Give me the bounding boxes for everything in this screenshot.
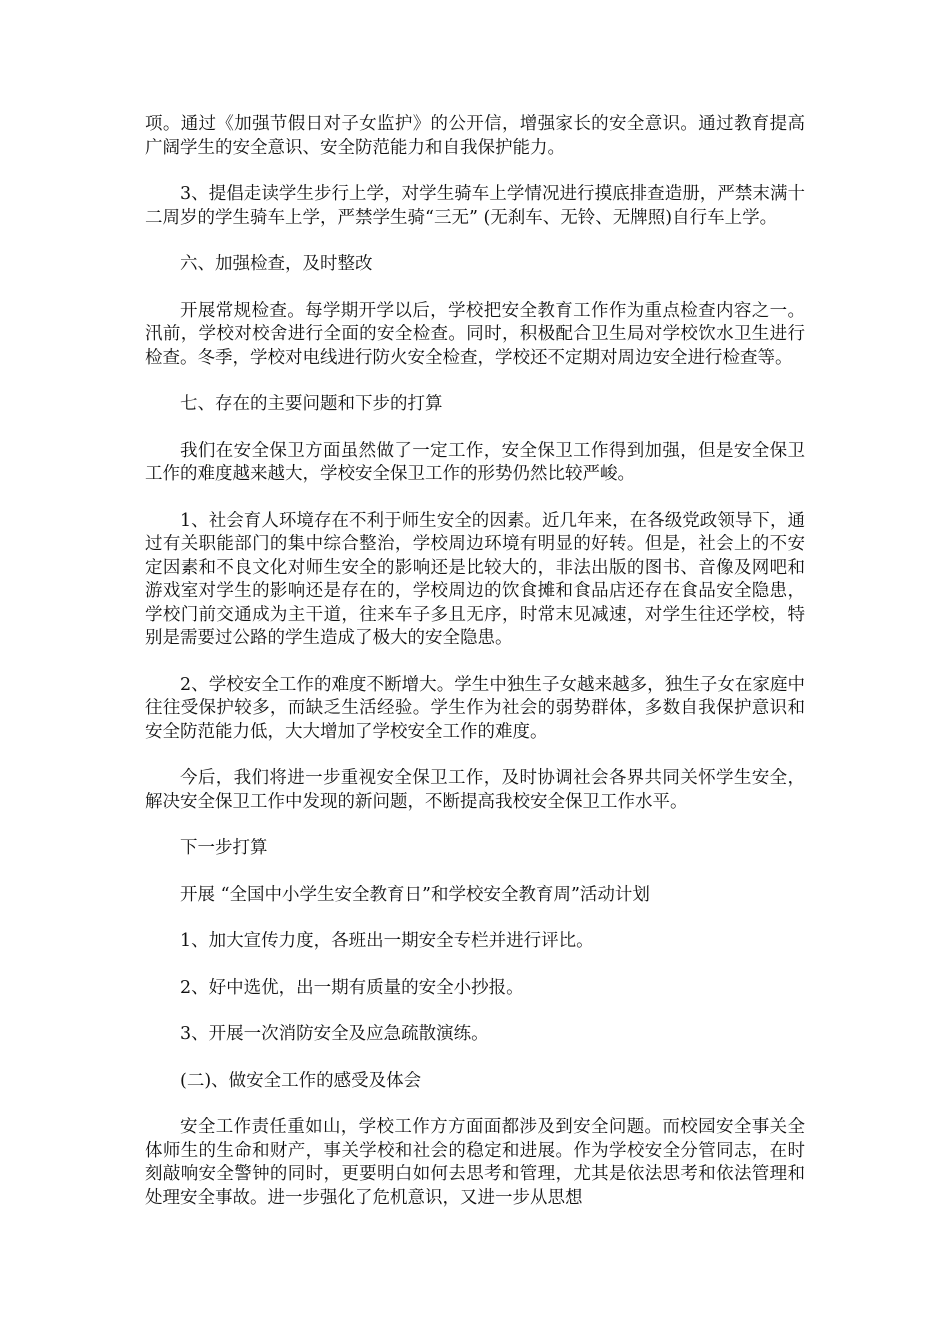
section-heading-6: 六、加强检查，及时整改 <box>180 254 373 274</box>
section-heading-2: (二)、做安全工作的感受及体会 <box>180 1070 422 1091</box>
paragraph-security-overview: 我们在安全保卫方面虽然做了一定工作，安全保卫工作得到加强，但是安全保卫工作的难度越来越大，学校安全保卫工作的形势仍然比较严峻。 <box>145 440 805 484</box>
paragraph-routine-inspection: 开展常规检查。每学期开学以后，学校把安全教育工作作为重点检查内容之一。汛前，学校对校舍进行全面的安全检查。同时，积极配合卫生局对学校饮水卫生进行检查。冬季，学校对电线进行防火安全检查，学校还不定期对周边安全进行检查等。 <box>145 300 805 368</box>
paragraph-reflection: 安全工作责任重如山，学校工作方方面面都涉及到安全问题。而校园安全事关全体师生的生命和财产，事关学校和社会的稳定和进展。作为学校安全分管同志，在时刻敲响安全警钟的同时，更要明白如何去思考和管理，尤其是依法思考和依法管理和处理安全事故。进一步强化了危机意识，又进一步从思想 <box>145 1117 805 1208</box>
heading-next-steps: 下一步打算 <box>180 838 268 858</box>
list-item-3: 3、开展一次消防安全及应急疏散演练。 <box>180 1024 489 1044</box>
paragraph-future-plan: 今后，我们将进一步重视安全保卫工作，及时协调社会各界共同关怀学生安全，解决安全保卫工作中发现的新问题，不断提高我校安全保卫工作水平。 <box>145 768 805 812</box>
paragraph-continuation: 项。通过《加强节假日对子女监护》的公开信，增强家长的安全意识。通过教育提高广阔学生的安全意识、安全防范能力和自我保护能力。 <box>145 114 805 158</box>
paragraph-item-1-environment: 1、社会育人环境存在不利于师生安全的因素。近几年来，在各级党政领导下，通过有关职能部门的集中综合整治，学校周边环境有明显的好转。但是，社会上的不安定因素和不良文化对师生安全的影响还是比较大的，非法出版的图书、音像及网吧和游戏室对学生的影响还是存在的，学校周边的饮食摊和食品店还存在食品安全隐患，学校门前交通成为主干道，往来车子多且无序，时常末见减速，对学生往还学校，特别是需要过公路的学生造成了极大的安全隐患。 <box>145 510 805 648</box>
list-item-2: 2、好中选优，出一期有质量的安全小抄报。 <box>180 977 524 998</box>
paragraph-activity-plan: 开展 “全国中小学生安全教育日”和学校安全教育周”活动计划 <box>180 884 650 905</box>
paragraph-item-2-difficulty: 2、学校安全工作的难度不断增大。学生中独生子女越来越多，独生子女在家庭中往往受保护较多，而缺乏生活经验。学生作为社会的弱势群体，多数自我保护意识和安全防范能力低，大大增加了学校安全工作的难度。 <box>145 674 805 742</box>
paragraph-item-3-walking: 3、提倡走读学生步行上学，对学生骑车上学情况进行摸底排查造册，严禁末满十二周岁的学生骑车上学，严禁学生骑“三无” (无刹车、无铃、无牌照)自行车上学。 <box>145 184 805 228</box>
document-body <box>145 113 805 1233</box>
list-item-1: 1、加大宣传力度，各班出一期安全专栏并进行评比。 <box>180 931 594 951</box>
section-heading-7: 七、存在的主要问题和下步的打算 <box>180 394 443 414</box>
